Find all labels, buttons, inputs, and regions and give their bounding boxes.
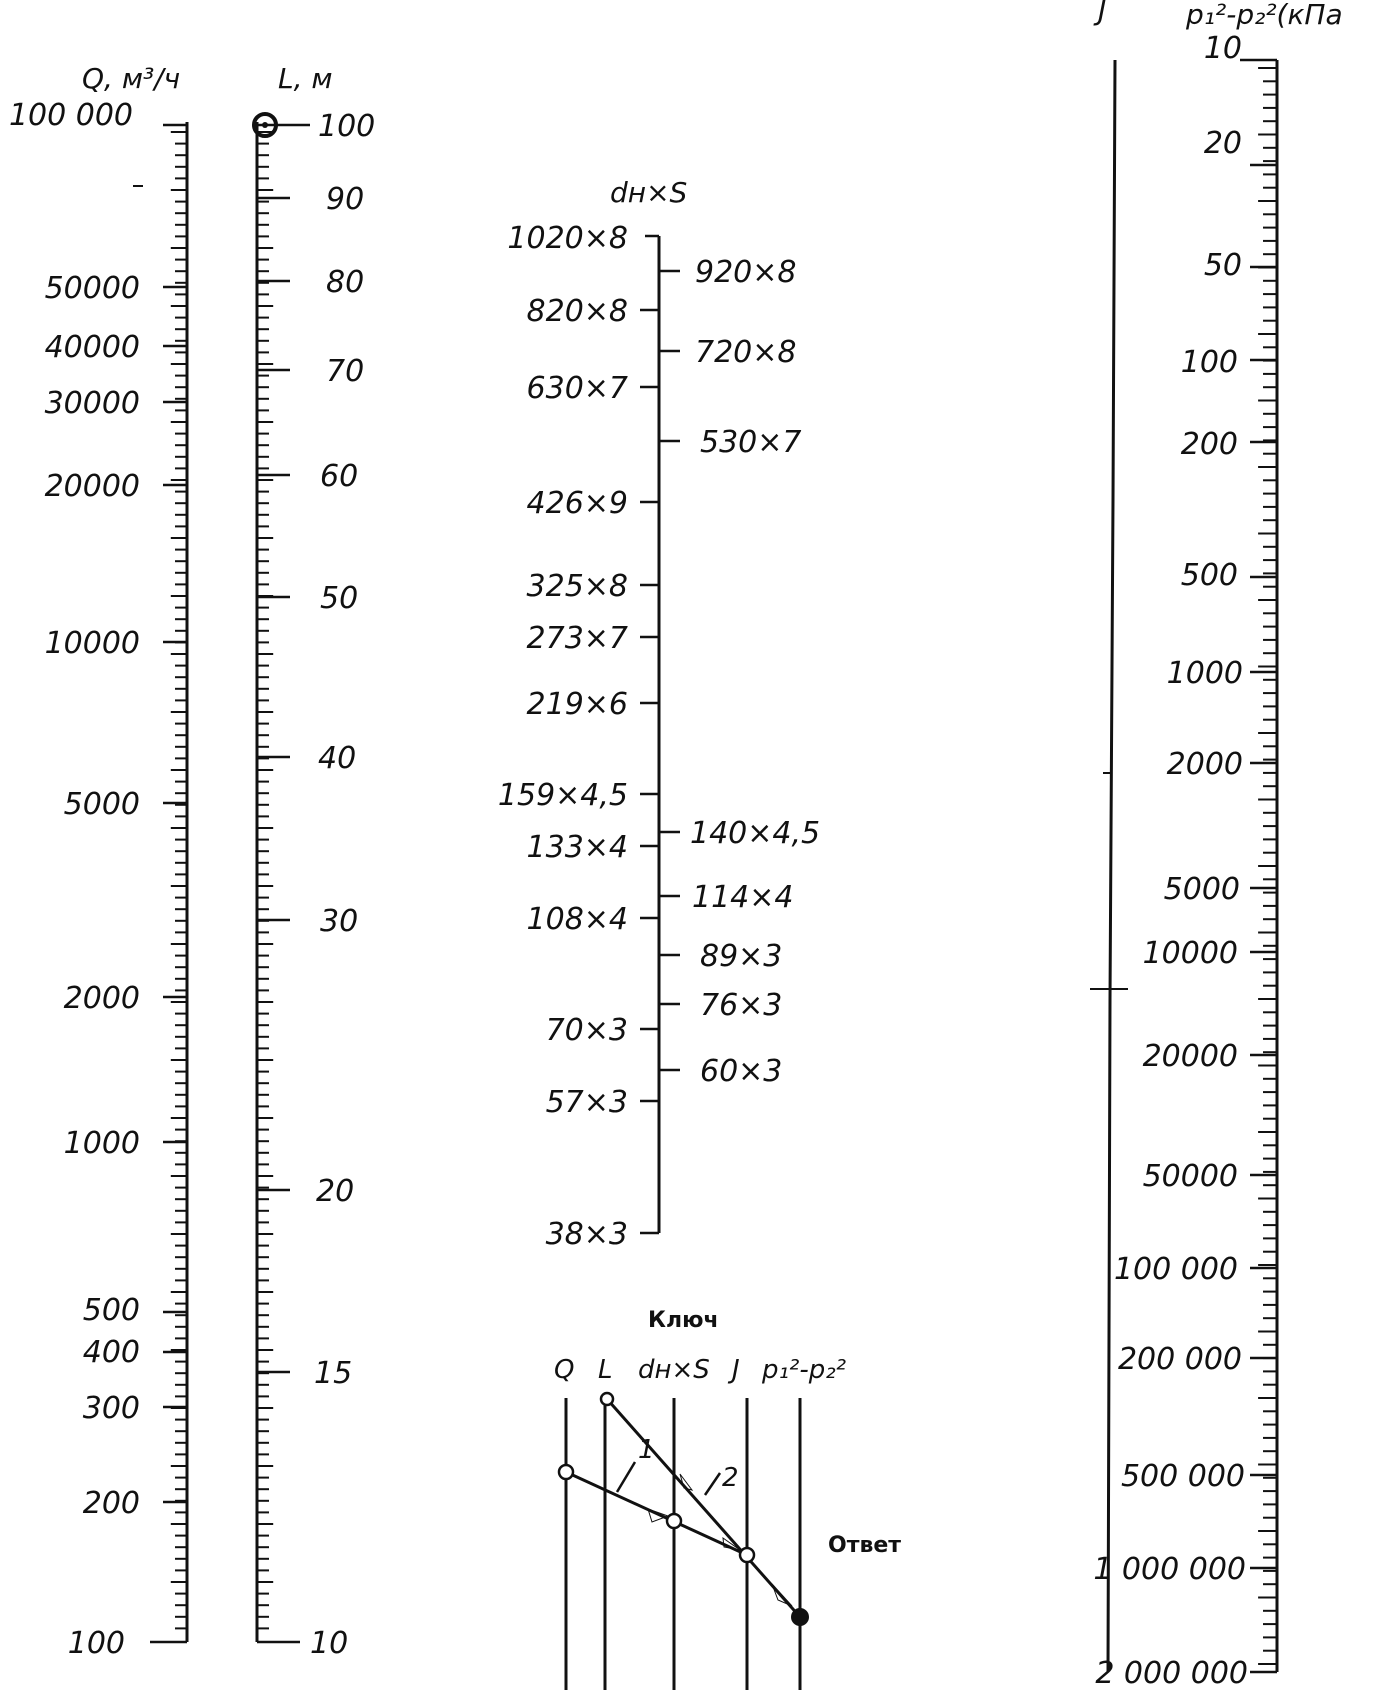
d-label: 140×4,5 bbox=[690, 816, 821, 851]
j-scale-axis bbox=[1108, 60, 1115, 1672]
p-label: 10000 bbox=[1142, 936, 1238, 971]
p-minor-ticks bbox=[1258, 68, 1277, 1664]
key-column-l: L bbox=[598, 1355, 613, 1385]
l-scale-labels bbox=[310, 109, 375, 1661]
d-left-ticks bbox=[640, 236, 659, 1233]
q-label: 40000 bbox=[44, 330, 140, 365]
key-point-l bbox=[601, 1393, 613, 1405]
p-label: 1 000 000 bbox=[1093, 1552, 1246, 1587]
q-scale-header: Q, м³/ч bbox=[82, 62, 181, 95]
d-label: 38×3 bbox=[545, 1217, 628, 1252]
key-line-label-2: 2 bbox=[722, 1463, 739, 1493]
key-diagram bbox=[554, 1308, 901, 1690]
d-label: 114×4 bbox=[692, 880, 794, 915]
key-line-2-arrow bbox=[772, 1584, 792, 1606]
p-label: 100 000 bbox=[1113, 1252, 1238, 1287]
q-label: 400 bbox=[82, 1335, 140, 1370]
p-label: 50000 bbox=[1142, 1159, 1238, 1194]
d-left-labels bbox=[498, 221, 628, 1252]
key-leader-2 bbox=[705, 1473, 720, 1495]
j-scale bbox=[1090, 0, 1128, 1672]
j-scale-header: J bbox=[1098, 0, 1107, 27]
key-column-j: J bbox=[732, 1355, 740, 1385]
p-label: 50 bbox=[1203, 248, 1242, 283]
l-label: 10 bbox=[310, 1626, 349, 1661]
d-label: 820×8 bbox=[526, 294, 628, 329]
key-point-d bbox=[667, 1514, 681, 1528]
q-label: 1000 bbox=[63, 1126, 140, 1161]
d-label: 219×6 bbox=[526, 687, 628, 722]
q-minor-ticks bbox=[171, 132, 187, 1628]
d-label: 426×9 bbox=[526, 486, 628, 521]
l-scale-header: L, м bbox=[278, 62, 333, 95]
q-label: 2000 bbox=[63, 981, 140, 1016]
q-scale bbox=[9, 62, 187, 1661]
p-label: 10 bbox=[1203, 31, 1242, 66]
p-label: 200 bbox=[1180, 427, 1238, 462]
d-label: 108×4 bbox=[526, 902, 628, 937]
key-line-label-1: 1 bbox=[638, 1435, 655, 1465]
l-label: 90 bbox=[326, 182, 365, 217]
d-scale bbox=[498, 176, 820, 1252]
q-label: 30000 bbox=[44, 386, 140, 421]
d-label: 720×8 bbox=[695, 335, 797, 370]
d-label: 630×7 bbox=[526, 371, 628, 406]
key-answer-label: Ответ bbox=[828, 1533, 902, 1558]
p-label: 500 bbox=[1180, 558, 1238, 593]
l-minor-ticks bbox=[257, 132, 273, 1628]
p-label: 1000 bbox=[1166, 656, 1243, 691]
p-label: 200 000 bbox=[1117, 1342, 1242, 1377]
d-right-labels bbox=[690, 255, 820, 1089]
d-label: 60×3 bbox=[700, 1054, 783, 1089]
q-label: 20000 bbox=[44, 469, 140, 504]
d-label: 89×3 bbox=[700, 939, 783, 974]
key-line-1 bbox=[566, 1472, 747, 1555]
l-label: 50 bbox=[320, 581, 359, 616]
q-label: 5000 bbox=[63, 787, 140, 822]
key-line-2 bbox=[607, 1399, 800, 1617]
d-label: 920×8 bbox=[695, 255, 797, 290]
l-scale bbox=[254, 62, 375, 1661]
l-label: 60 bbox=[320, 459, 359, 494]
q-label: 100 000 bbox=[8, 98, 133, 133]
d-right-ticks bbox=[659, 271, 680, 1070]
d-label: 70×3 bbox=[545, 1013, 628, 1048]
q-scale-labels bbox=[9, 98, 140, 1661]
key-column-q: Q bbox=[554, 1355, 575, 1385]
d-label: 325×8 bbox=[526, 569, 628, 604]
p-scale-header: p₁²-p₂²(кПа bbox=[1186, 0, 1343, 31]
l-start-marker-dot bbox=[262, 122, 268, 128]
d-label: 1020×8 bbox=[507, 221, 628, 256]
q-label: 200 bbox=[82, 1486, 140, 1521]
d-label: 133×4 bbox=[526, 830, 628, 865]
l-label: 40 bbox=[318, 741, 357, 776]
l-label: 70 bbox=[326, 354, 365, 389]
q-label: 300 bbox=[82, 1391, 140, 1426]
p-scale bbox=[1093, 0, 1342, 1691]
d-label: 273×7 bbox=[526, 621, 628, 656]
d-label: 76×3 bbox=[700, 988, 783, 1023]
p-scale-labels bbox=[1093, 31, 1248, 1691]
key-column-p: p₁²-p₂² bbox=[762, 1355, 847, 1385]
l-label: 100 bbox=[318, 109, 376, 144]
q-label: 50000 bbox=[44, 271, 140, 306]
l-label: 30 bbox=[320, 904, 359, 939]
p-label: 5000 bbox=[1163, 872, 1240, 907]
d-label: 159×4,5 bbox=[497, 778, 628, 813]
key-point-j bbox=[740, 1548, 754, 1562]
l-label: 80 bbox=[326, 265, 365, 300]
d-scale-header: dн×S bbox=[610, 176, 688, 209]
p-label: 2000 bbox=[1166, 747, 1243, 782]
key-title: Ключ bbox=[648, 1308, 719, 1333]
key-leader-1 bbox=[617, 1462, 635, 1492]
key-point-q bbox=[559, 1465, 573, 1479]
p-label: 20000 bbox=[1142, 1039, 1238, 1074]
q-label: 100 bbox=[67, 1626, 125, 1661]
p-label: 20 bbox=[1203, 126, 1242, 161]
l-label: 15 bbox=[314, 1356, 353, 1391]
p-label: 100 bbox=[1180, 345, 1238, 380]
d-label: 57×3 bbox=[545, 1085, 628, 1120]
p-label: 2 000 000 bbox=[1095, 1656, 1248, 1691]
q-label: 10000 bbox=[44, 626, 140, 661]
q-label: 500 bbox=[82, 1293, 140, 1328]
key-column-d: dн×S bbox=[638, 1355, 710, 1385]
l-label: 20 bbox=[316, 1174, 355, 1209]
p-label: 500 000 bbox=[1120, 1459, 1245, 1494]
d-label: 530×7 bbox=[700, 425, 802, 460]
key-point-answer bbox=[792, 1609, 808, 1625]
